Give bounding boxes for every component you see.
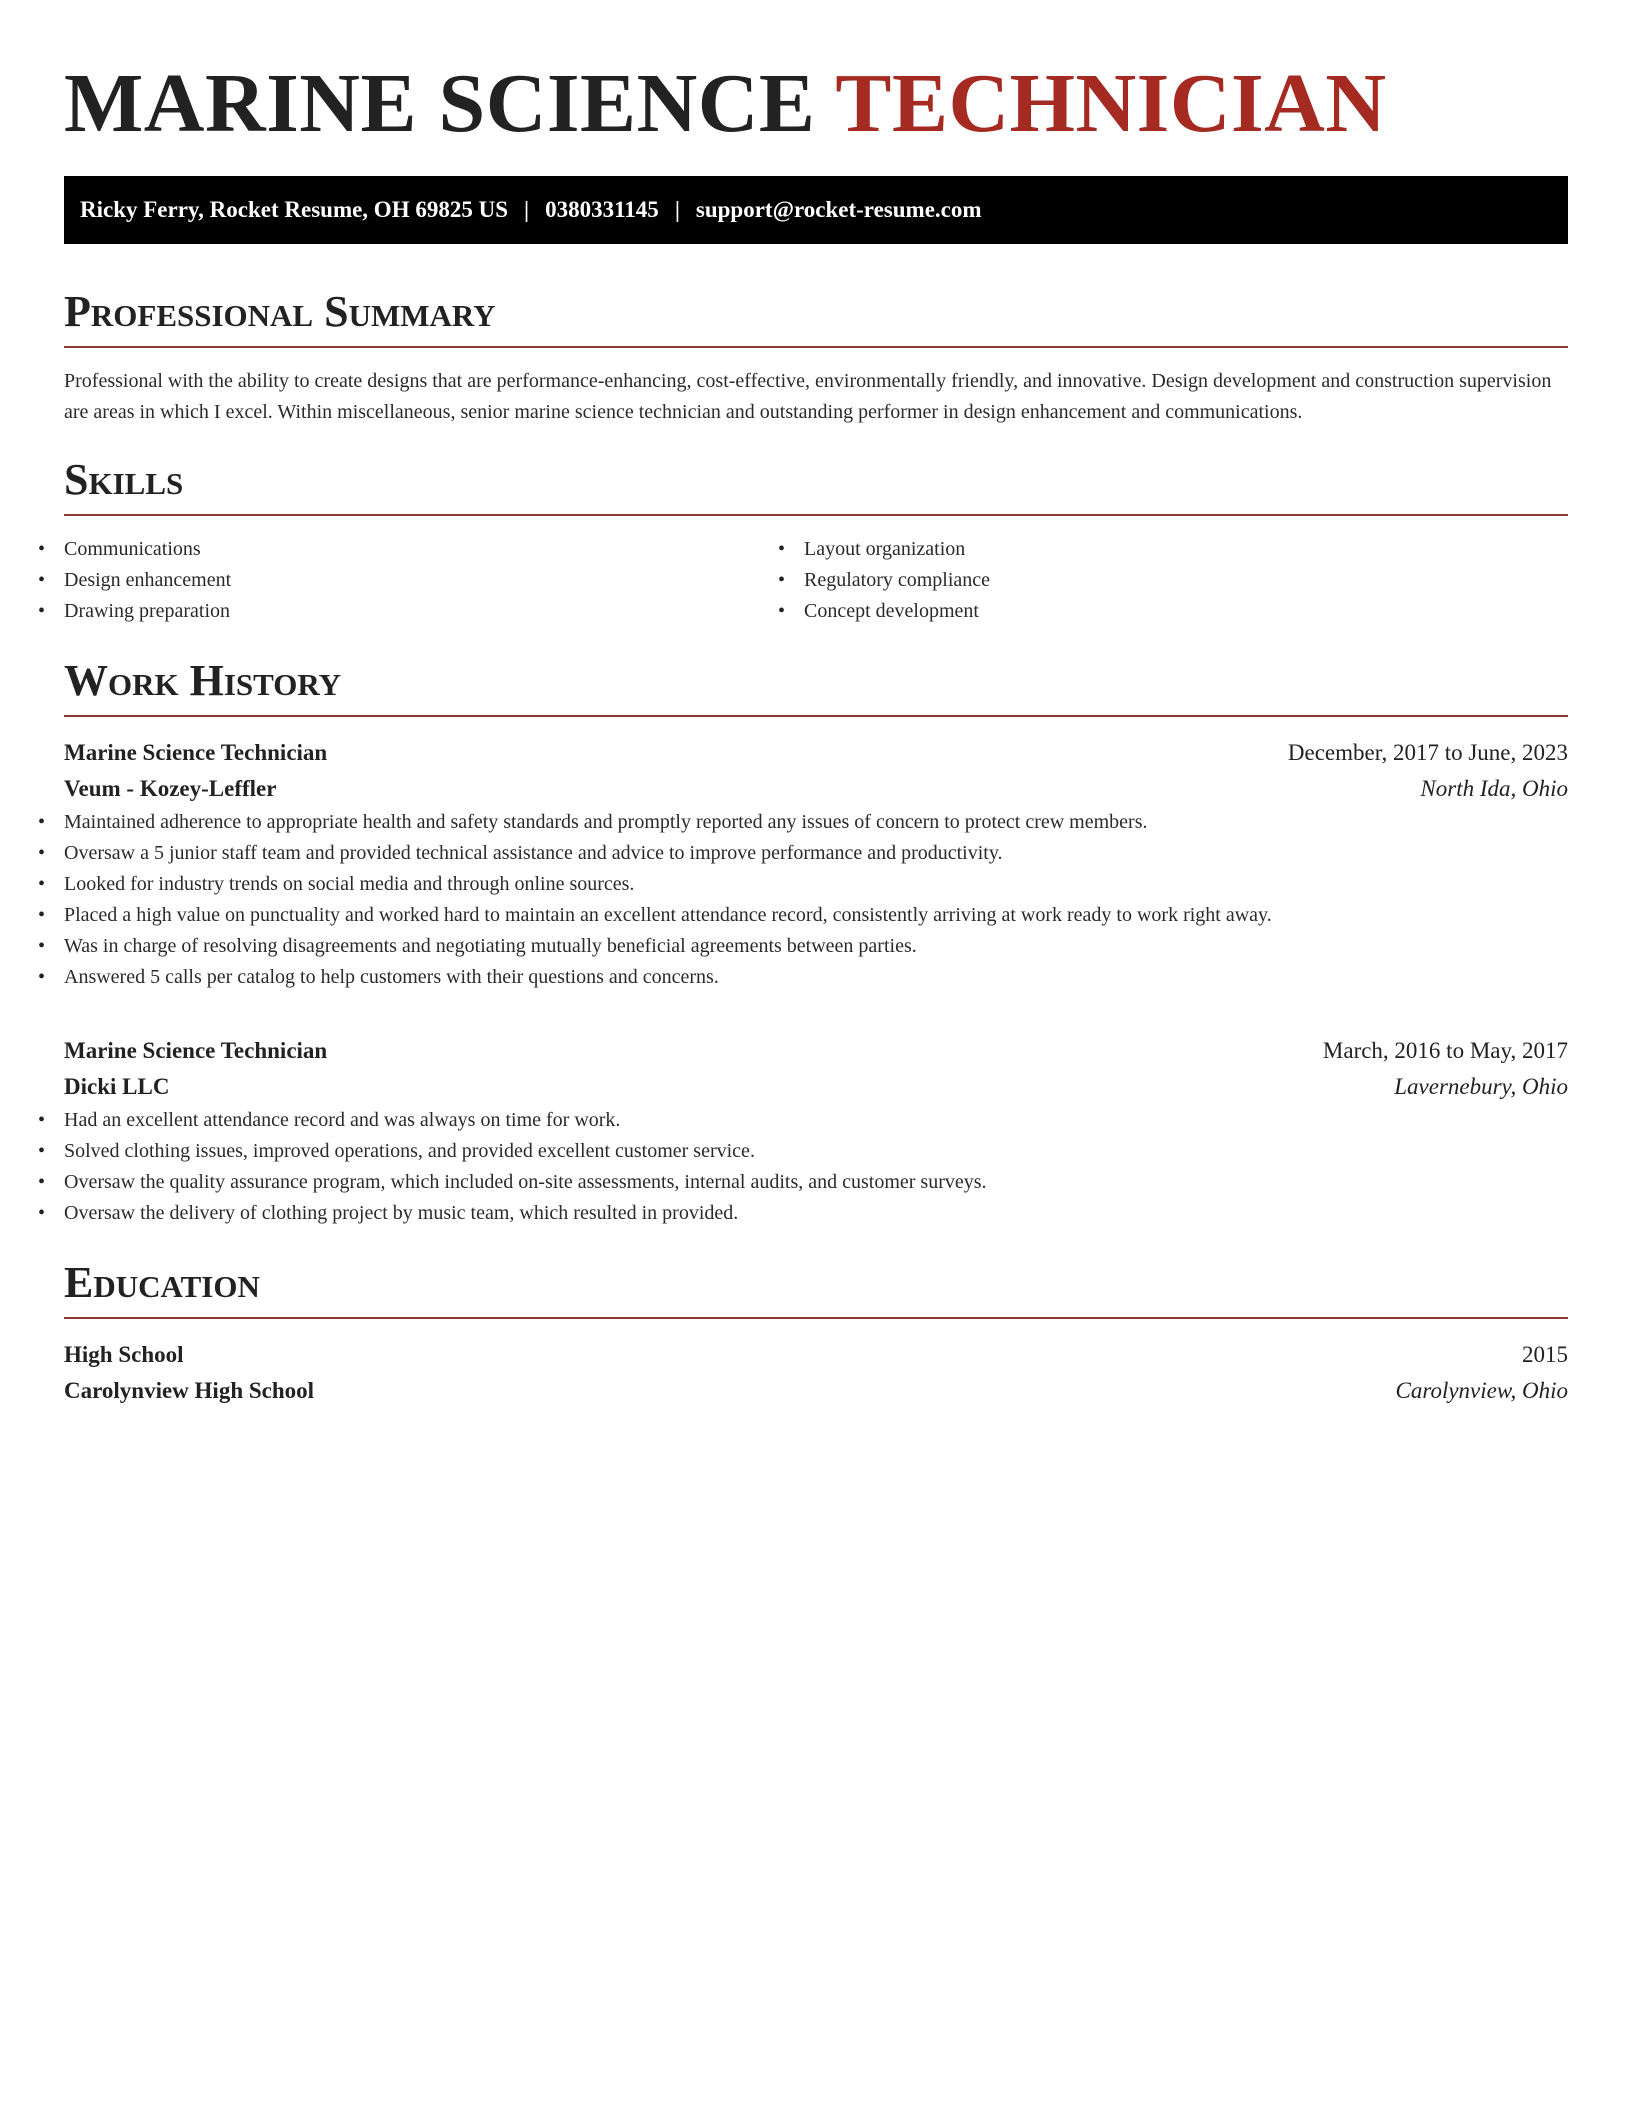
skill-item: • Design enhancement [64, 565, 804, 596]
resume-title [64, 50, 1568, 158]
section-divider [64, 715, 1568, 717]
skills-list-left [64, 534, 804, 627]
job-header-row [64, 735, 1568, 771]
section-heading-summary: Professional Summary [64, 287, 496, 336]
job-company-row [64, 1069, 1568, 1105]
skills-list-right [804, 534, 1544, 627]
education-school: Carolynview High School [64, 1378, 315, 1403]
education-year: 2015 [1522, 1342, 1568, 1367]
job-bullets [64, 1105, 1568, 1229]
job-entry [64, 735, 1568, 993]
job-title: Marine Science Technician [64, 740, 328, 765]
skill-item: • Drawing preparation [64, 596, 804, 627]
job-dates: December, 2017 to June, 2023 [1287, 740, 1568, 765]
section-divider [64, 1317, 1568, 1319]
skills-columns [64, 534, 1568, 627]
contact-email[interactable]: support@rocket-resume.com [695, 197, 982, 222]
resume-page [64, 50, 1568, 1409]
title-main: MARINE SCIENCE [64, 57, 816, 150]
job-bullet: • Oversaw the delivery of clothing project by music team, which resulted in provided. [64, 1198, 1568, 1229]
professional-summary-section [64, 286, 1568, 428]
job-dates: March, 2016 to May, 2017 [1322, 1038, 1568, 1063]
education-header-row [64, 1337, 1568, 1373]
education-section [64, 1257, 1568, 1409]
job-location: Lavernebury, Ohio [1394, 1074, 1568, 1099]
job-header-row [64, 1033, 1568, 1069]
job-bullet: • Oversaw a 5 junior staff team and provided technical assistance and advice to improve performance and productivity. [64, 838, 1568, 869]
skill-item: • Concept development [804, 596, 1544, 627]
summary-text: Professional with the ability to create designs that are performance-enhancing, cost-effective, environmentally friendly, and innovative. Design development and construction supervision are areas in which I excel. Within miscellaneous, senior marine science technician and outstanding performer in design enhancement and communications. [64, 370, 1552, 423]
job-company: Dicki LLC [64, 1074, 170, 1099]
education-location: Carolynview, Ohio [1395, 1378, 1568, 1403]
title-accent: TECHNICIAN [835, 57, 1387, 150]
section-divider [64, 346, 1568, 348]
job-company-row [64, 771, 1568, 807]
contact-separator: | [524, 197, 530, 222]
work-history-section [64, 655, 1568, 1229]
job-bullet: • Had an excellent attendance record and was always on time for work. [64, 1105, 1568, 1136]
skill-item: • Communications [64, 534, 804, 565]
section-heading-skills: Skills [64, 455, 184, 504]
contact-separator: | [674, 197, 680, 222]
section-heading-education: Education [64, 1258, 260, 1307]
section-heading-work-history: Work History [64, 656, 342, 705]
job-bullet: • Looked for industry trends on social media and through online sources. [64, 869, 1568, 900]
job-bullet: • Answered 5 calls per catalog to help customers with their questions and concerns. [64, 962, 1568, 993]
job-bullets [64, 807, 1568, 993]
job-location: North Ida, Ohio [1420, 776, 1568, 801]
contact-bar [64, 176, 1568, 244]
job-bullet: • Oversaw the quality assurance program, which included on-site assessments, internal audits, and customer surveys. [64, 1167, 1568, 1198]
job-company: Veum - Kozey-Leffler [64, 776, 277, 801]
job-bullet: • Maintained adherence to appropriate health and safety standards and promptly reported any issues of concern to protect crew members. [64, 807, 1568, 838]
job-bullet: • Placed a high value on punctuality and worked hard to maintain an excellent attendance record, consistently arriving at work ready to work right away. [64, 900, 1568, 931]
education-entry [64, 1337, 1568, 1409]
contact-address: Ricky Ferry, Rocket Resume, OH 69825 US [80, 197, 508, 222]
contact-phone: 0380331145 [545, 197, 659, 222]
education-degree: High School [64, 1342, 184, 1367]
job-bullet: • Was in charge of resolving disagreements and negotiating mutually beneficial agreements between parties. [64, 931, 1568, 962]
skills-section [64, 454, 1568, 627]
skill-item: • Layout organization [804, 534, 1544, 565]
job-bullet: • Solved clothing issues, improved operations, and provided excellent customer service. [64, 1136, 1568, 1167]
job-entry [64, 1033, 1568, 1229]
job-title: Marine Science Technician [64, 1038, 328, 1063]
skill-item: • Regulatory compliance [804, 565, 1544, 596]
section-divider [64, 514, 1568, 516]
education-school-row [64, 1373, 1568, 1409]
